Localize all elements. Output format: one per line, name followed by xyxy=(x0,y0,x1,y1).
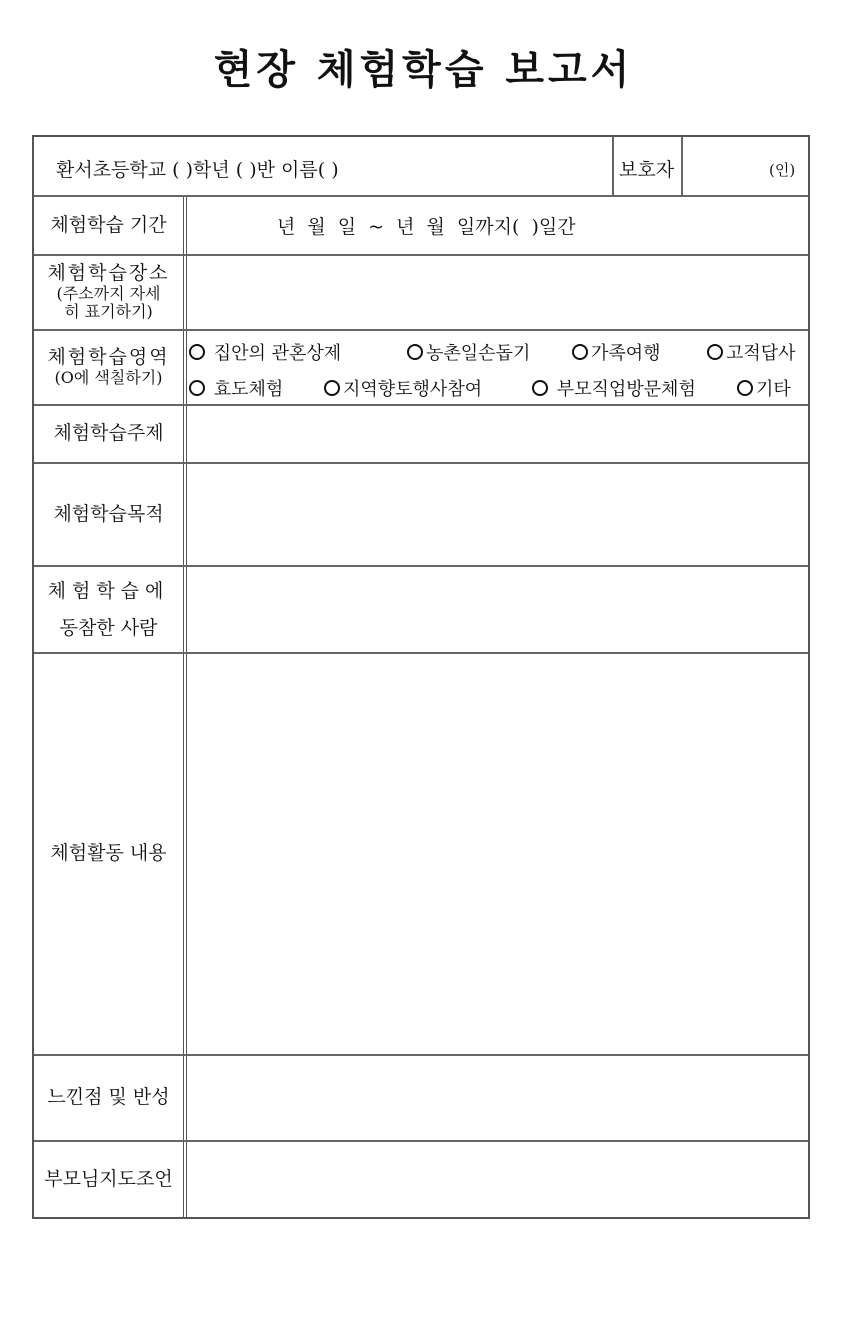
area-options xyxy=(187,331,808,404)
report-form xyxy=(32,135,810,1219)
companions-field[interactable] xyxy=(187,567,808,652)
page-title: 현장 체험학습 보고서 xyxy=(213,46,634,93)
option-family-trip[interactable]: 가족여행 xyxy=(572,339,661,365)
period-text: 년 월 일 ~ 년 월 일까지( )일간 xyxy=(277,216,576,238)
advice-label: 부모님지도조언 xyxy=(44,1167,173,1190)
circle-icon xyxy=(737,380,753,396)
circle-icon xyxy=(532,380,548,396)
circle-icon xyxy=(572,344,588,360)
purpose-label: 체험학습목적 xyxy=(53,502,164,525)
option-farm-help[interactable]: 농촌일손돕기 xyxy=(407,339,530,365)
purpose-field[interactable] xyxy=(187,464,808,565)
header-row xyxy=(34,137,808,195)
seal-mark: (인) xyxy=(769,161,796,179)
option-local-event[interactable]: 지역향토행사참여 xyxy=(324,375,482,401)
guardian-label: 보호자 xyxy=(619,159,675,181)
advice-field[interactable] xyxy=(187,1142,808,1217)
option-ceremony[interactable]: 집안의 관혼상제 xyxy=(189,339,341,365)
area-label: 체험학습영역 (O에 색칠하기) xyxy=(47,346,170,388)
companions-label: 체험학습에 동참한 사람 xyxy=(47,580,170,639)
option-parent-job[interactable]: 부모직업방문체험 xyxy=(532,375,696,401)
circle-icon xyxy=(324,380,340,396)
theme-field[interactable] xyxy=(187,406,808,462)
theme-label: 체험학습주제 xyxy=(53,422,164,445)
option-filial-piety[interactable]: 효도체험 xyxy=(189,375,283,401)
reflection-label: 느낀점 및 반성 xyxy=(47,1086,170,1109)
circle-icon xyxy=(407,344,423,360)
place-field[interactable] xyxy=(187,256,808,329)
activity-field[interactable] xyxy=(187,654,808,1054)
activity-label: 체험활동 내용 xyxy=(50,842,167,865)
circle-icon xyxy=(189,380,205,396)
reflection-field[interactable] xyxy=(187,1056,808,1140)
period-label: 체험학습 기간 xyxy=(50,213,167,236)
circle-icon xyxy=(189,344,205,360)
option-heritage-visit[interactable]: 고적답사 xyxy=(707,339,796,365)
period-field[interactable] xyxy=(187,197,808,254)
school-info-line: 환서초등학교 ( )학년 ( )반 이름( ) xyxy=(56,159,339,181)
option-other[interactable]: 기타 xyxy=(737,375,791,401)
place-label: 체험학습장소 (주소까지 자세 히 표기하기) xyxy=(47,262,170,322)
circle-icon xyxy=(707,344,723,360)
